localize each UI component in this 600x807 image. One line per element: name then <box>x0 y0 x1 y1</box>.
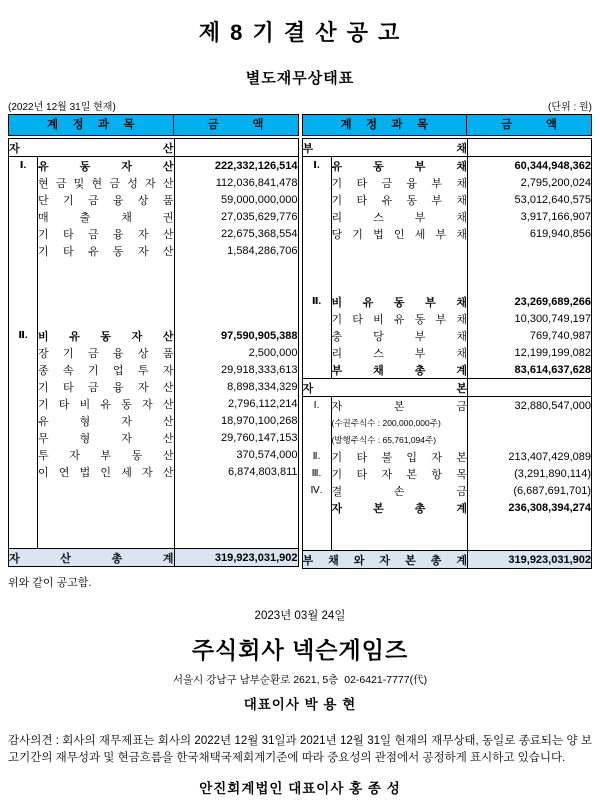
account-amount: 370,574,000 <box>236 448 298 461</box>
total-row <box>9 549 299 567</box>
account-amount <box>468 276 592 293</box>
blank-row <box>302 276 592 293</box>
account-name: 매 출 채 권 <box>38 208 175 225</box>
row-numeral <box>302 225 331 242</box>
table-row <box>9 157 299 175</box>
account-amount <box>174 259 298 276</box>
section-header-row <box>302 139 592 157</box>
section-header-row <box>9 139 299 157</box>
row-numeral <box>302 310 331 327</box>
row-numeral <box>9 514 38 531</box>
account-name: 무 형 자 산 <box>38 429 175 446</box>
row-numeral <box>302 259 331 276</box>
blank-row <box>9 531 299 549</box>
account-name <box>38 259 175 276</box>
blank-row <box>9 293 299 310</box>
account-amount: 59,000,000,000 <box>221 193 298 206</box>
table-row <box>302 344 592 361</box>
table-row <box>302 499 592 516</box>
total-label: 자 산 총 계 <box>9 549 175 567</box>
account-name <box>331 533 468 551</box>
page-title: 제 8 기 결 산 공 고 <box>198 20 402 45</box>
account-amount <box>468 431 592 448</box>
account-name: 충 당 부 채 <box>331 327 468 344</box>
liabilities-equity-table <box>302 114 593 569</box>
account-name: (수권주식수 : 200,000,000주) <box>331 414 468 431</box>
account-name: 자 본 금 <box>331 397 468 415</box>
account-amount: 23,269,689,266 <box>514 295 591 308</box>
account-amount: 2,500,000 <box>248 346 298 359</box>
row-numeral <box>302 276 331 293</box>
account-name: (발행주식수 : 65,761,094주) <box>331 431 468 448</box>
row-numeral <box>302 431 331 448</box>
table-row <box>9 429 299 446</box>
row-numeral <box>302 414 331 431</box>
section-label: 부 채 <box>302 139 468 157</box>
account-amount: 1,584,286,706 <box>227 244 298 257</box>
row-numeral <box>9 480 38 497</box>
row-numeral <box>9 293 38 310</box>
blank-row <box>9 497 299 514</box>
account-amount: 83,614,637,628 <box>468 361 592 379</box>
blank-row <box>302 259 592 276</box>
row-numeral <box>9 191 38 208</box>
row-numeral <box>9 378 38 395</box>
account-name: 부 채 총 계 <box>331 361 468 379</box>
account-name: 당 기 법 인 세 부 채 <box>331 225 468 242</box>
table-row <box>9 327 299 344</box>
row-numeral: Ⅳ. <box>302 482 331 499</box>
row-numeral <box>9 174 38 191</box>
account-name: 기 타 금 융 부 채 <box>331 174 468 191</box>
row-numeral: Ⅰ. <box>302 397 331 415</box>
blank-row <box>302 533 592 551</box>
account-amount: 769,740,987 <box>529 329 591 342</box>
amount-column-header: 금 액 <box>501 119 557 131</box>
account-amount: 222,332,126,514 <box>214 159 298 172</box>
assets-table-header <box>8 114 299 136</box>
row-numeral <box>302 208 331 225</box>
section-label: 자 본 <box>302 379 468 397</box>
table-row <box>302 327 592 344</box>
row-numeral: Ⅱ. <box>302 448 331 465</box>
account-name: 기 타 불 입 자 본 <box>331 448 468 465</box>
blank-row <box>9 480 299 497</box>
table-row <box>9 174 299 191</box>
table-row <box>302 191 592 208</box>
account-amount: 29,918,333,613 <box>221 363 298 376</box>
account-name: 자 본 총 계 <box>331 499 468 516</box>
account-amount: 32,880,547,000 <box>514 399 591 412</box>
table-row <box>9 395 299 412</box>
table-row <box>302 310 592 327</box>
row-numeral <box>9 446 38 463</box>
account-amount <box>174 276 298 293</box>
row-numeral: Ⅰ. <box>9 157 38 175</box>
account-amount <box>174 310 298 327</box>
account-name: 투 자 부 동 산 <box>38 446 175 463</box>
account-amount <box>174 497 298 514</box>
row-numeral <box>9 412 38 429</box>
account-name: 종 속 기 업 투 자 <box>38 361 175 378</box>
row-numeral <box>9 310 38 327</box>
table-row <box>302 465 592 482</box>
account-amount: (6,687,691,701) <box>513 484 591 497</box>
account-amount: 27,035,629,776 <box>221 210 298 223</box>
account-amount: 213,407,429,089 <box>508 450 591 463</box>
account-name: 유 동 자 산 <box>38 157 175 175</box>
balance-sheet-table <box>8 114 592 569</box>
table-row <box>302 225 592 242</box>
row-numeral <box>302 242 331 259</box>
account-amount <box>468 414 592 431</box>
account-amount: 60,344,948,362 <box>514 159 591 172</box>
account-amount: 3,917,166,907 <box>520 210 591 223</box>
account-name: 기 타 비 유 동 부 채 <box>331 310 468 327</box>
company-name: 주식회사 넥슨게임즈 <box>191 637 409 663</box>
total-amount: 319,923,031,902 <box>174 549 298 567</box>
account-amount: 22,675,368,554 <box>221 227 298 240</box>
row-numeral <box>302 327 331 344</box>
account-amount: 619,940,856 <box>529 227 591 240</box>
account-name: 이 연 법 인 세 자 산 <box>38 463 175 480</box>
account-name <box>38 531 175 549</box>
account-amount: 10,300,749,197 <box>514 312 591 325</box>
account-name <box>331 259 468 276</box>
unit-label: (단위 : 원) <box>548 102 592 113</box>
account-name: 결 손 금 <box>331 482 468 499</box>
row-numeral <box>9 463 38 480</box>
account-name: 유 형 자 산 <box>38 412 175 429</box>
total-amount: 319,923,031,902 <box>468 551 592 569</box>
table-row <box>302 174 592 191</box>
account-amount: 53,012,640,575 <box>514 193 591 206</box>
account-name <box>331 516 468 533</box>
row-numeral: Ⅱ. <box>302 293 331 310</box>
account-name: 기 타 금 융 자 산 <box>38 225 175 242</box>
account-column-header: 계 정 과 목 <box>303 115 468 135</box>
account-name: 장 기 금 융 상 품 <box>38 344 175 361</box>
table-row <box>9 242 299 259</box>
account-name <box>38 497 175 514</box>
table-row <box>9 225 299 242</box>
table-row <box>9 463 299 480</box>
table-row <box>9 361 299 378</box>
table-row <box>302 482 592 499</box>
account-amount: 29,760,147,153 <box>221 431 298 444</box>
account-column-header: 계 정 과 목 <box>9 115 174 135</box>
account-name: 기 타 유 동 자 산 <box>38 242 175 259</box>
row-numeral <box>9 531 38 549</box>
account-name <box>331 276 468 293</box>
row-numeral <box>9 361 38 378</box>
blank-row <box>9 276 299 293</box>
ceo-name: 대표이사 박 용 현 <box>243 697 357 712</box>
row-numeral <box>9 497 38 514</box>
row-numeral: Ⅰ. <box>302 157 331 175</box>
table-row <box>9 412 299 429</box>
account-name: 비 유 동 부 채 <box>331 293 468 310</box>
row-numeral <box>302 361 331 379</box>
account-name: 비 유 동 자 산 <box>38 327 175 344</box>
row-numeral <box>9 225 38 242</box>
table-row <box>9 378 299 395</box>
account-amount: 18,970,100,268 <box>221 414 298 427</box>
row-numeral <box>302 516 331 533</box>
account-name: 기 타 자 본 항 목 <box>331 465 468 482</box>
account-amount: 2,796,112,214 <box>227 397 298 410</box>
row-numeral: Ⅱ. <box>9 327 38 344</box>
table-row <box>9 191 299 208</box>
blank-row <box>302 516 592 533</box>
assets-table-body <box>8 138 299 567</box>
section-label: 자 산 <box>9 139 175 157</box>
table-row <box>302 293 592 310</box>
note-row <box>302 414 592 431</box>
announcement-date: 2023년 03월 24일 <box>254 610 346 622</box>
account-amount <box>468 242 592 259</box>
account-name <box>38 276 175 293</box>
announcement-notice: 위와 같이 공고함. <box>8 577 92 589</box>
table-row <box>302 448 592 465</box>
account-amount <box>174 514 298 531</box>
row-numeral <box>9 395 38 412</box>
table-row <box>302 361 592 379</box>
blank-row <box>9 514 299 531</box>
blank-row <box>9 259 299 276</box>
blank-row <box>9 310 299 327</box>
account-amount: 112,036,841,478 <box>215 176 298 189</box>
account-name: 리 스 부 채 <box>331 344 468 361</box>
account-name <box>38 293 175 310</box>
account-amount: 2,795,200,024 <box>520 176 591 189</box>
account-amount <box>174 480 298 497</box>
auditor-signature: 안진회계법인 대표이사 홍 종 성 <box>199 780 401 796</box>
amount-column-header: 금 액 <box>207 119 264 131</box>
table-row <box>302 208 592 225</box>
row-numeral <box>9 259 38 276</box>
assets-table <box>8 114 299 569</box>
company-address: 서울시 강남구 남부순환로 2621, 5층 02-6421-7777(代) <box>172 674 428 686</box>
account-name: 기 타 유 동 부 채 <box>331 191 468 208</box>
account-amount <box>174 531 298 549</box>
account-amount: (3,291,890,114) <box>514 467 591 480</box>
account-amount <box>468 259 592 276</box>
row-numeral <box>302 499 331 516</box>
account-name <box>38 480 175 497</box>
row-numeral <box>9 276 38 293</box>
account-name: 기 타 금 융 자 산 <box>38 378 175 395</box>
table-meta <box>8 98 592 113</box>
table-row <box>302 397 592 415</box>
row-numeral <box>302 533 331 551</box>
as-of-date: (2022년 12월 31일 현재) <box>8 102 116 113</box>
account-amount <box>468 516 592 533</box>
account-amount: 236,308,394,274 <box>508 501 591 514</box>
total-row <box>302 551 592 569</box>
row-numeral <box>302 191 331 208</box>
note-row <box>302 431 592 448</box>
table-row <box>9 208 299 225</box>
section-header-row <box>302 379 592 397</box>
row-numeral <box>9 208 38 225</box>
account-name: 단 기 금 융 상 품 <box>38 191 175 208</box>
account-name: 현 금 및 현 금 성 자 산 <box>38 174 175 191</box>
account-amount: 97,590,905,388 <box>221 329 298 342</box>
account-name <box>38 310 175 327</box>
account-name <box>331 242 468 259</box>
total-label: 부 채 와 자 본 총 계 <box>302 551 468 569</box>
statement-subtitle: 별도재무상태표 <box>245 70 355 87</box>
liabilities-table-header <box>302 114 593 136</box>
table-row <box>9 446 299 463</box>
row-numeral <box>9 429 38 446</box>
audit-opinion: 감사의견 : 회사의 재무제표는 회사의 2022년 12월 31일과 2021년 12월 31일 현재의 재무상태, 동일로 종료되는 양 보고기간의 재무성과 및 현금흐름을 한국채택국제회계기준에 따라 중요성의 관점에서 공정하게 표시하고 있습니다. <box>8 735 592 765</box>
account-amount <box>468 533 592 551</box>
account-amount: 12,199,199,082 <box>514 346 591 359</box>
row-numeral <box>302 344 331 361</box>
account-name: 기 타 비 유 동 자 산 <box>38 395 175 412</box>
blank-row <box>302 242 592 259</box>
row-numeral: Ⅲ. <box>302 465 331 482</box>
account-amount: 6,874,803,811 <box>227 465 298 478</box>
account-name: 리 스 부 채 <box>331 208 468 225</box>
row-numeral <box>9 344 38 361</box>
account-amount: 8,898,334,329 <box>227 380 298 393</box>
row-numeral <box>302 174 331 191</box>
account-name <box>38 514 175 531</box>
account-name: 유 동 부 채 <box>331 157 468 175</box>
table-row <box>302 157 592 175</box>
account-amount <box>174 293 298 310</box>
liabilities-equity-table-body <box>302 138 593 569</box>
table-row <box>9 344 299 361</box>
row-numeral <box>9 242 38 259</box>
